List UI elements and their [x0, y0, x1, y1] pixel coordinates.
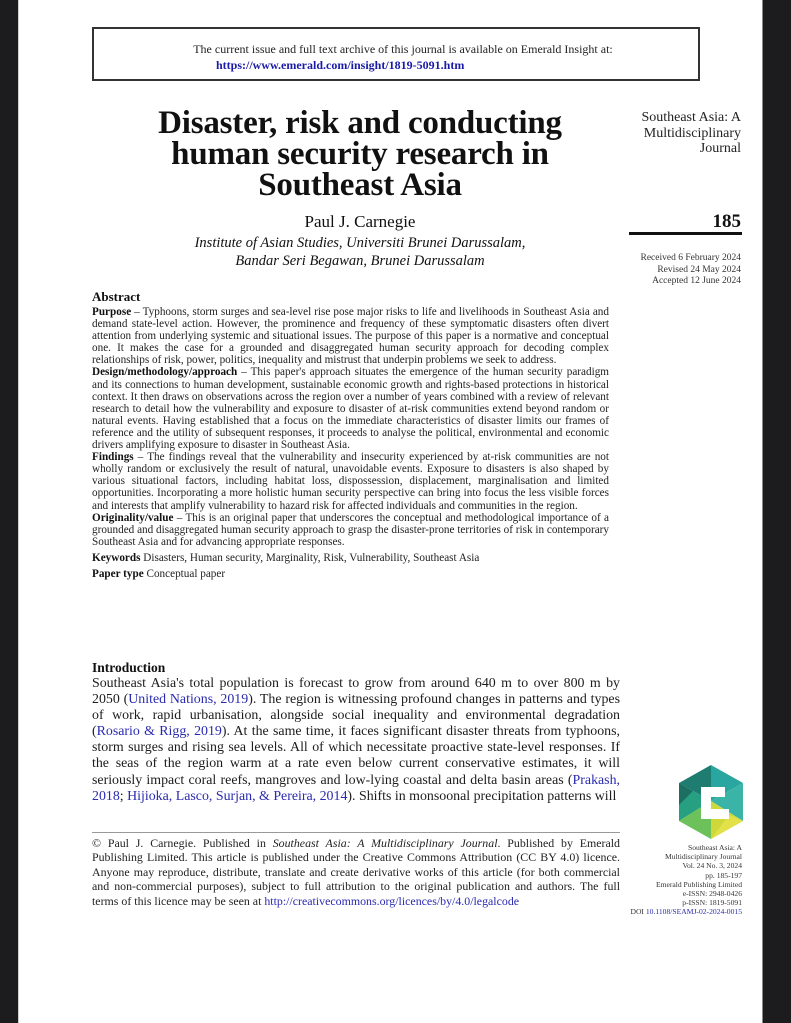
submission-dates — [612, 253, 741, 288]
doi-label: DOI — [630, 907, 646, 917]
introduction-section — [92, 660, 620, 805]
journal-line: Journal — [699, 141, 741, 156]
citation-link[interactable]: Hijioka, Lasco, Surjan, & Pereira, 2014 — [127, 788, 348, 804]
journal-name: Southeast Asia: A Multidisciplinary Journal — [272, 836, 498, 850]
issue-line: Vol. 24 No. 3, 2024 — [682, 861, 742, 871]
page-number-rule — [629, 232, 742, 235]
abstract-findings — [92, 451, 609, 511]
issue-line: Southeast Asia: A — [687, 843, 742, 852]
body-text: ; — [119, 788, 128, 804]
section-label: Design/methodology/approach — [92, 366, 238, 379]
introduction-heading: Introduction — [92, 660, 166, 675]
abstract-design — [92, 366, 609, 451]
journal-line: Southeast Asia: A — [641, 110, 741, 125]
paper-type-value: Conceptual paper — [143, 567, 226, 580]
notice-text: The current issue and full text archive of this journal is available on Emerald Insight at: — [193, 42, 613, 56]
body-text: ). The region is witnessing profound changes in patterns and types of work, rapid urbanisation, alongside social inequality and environmental degradation ( — [92, 692, 621, 740]
affiliation-line: Bandar Seri Begawan, Brunei Darussalam — [235, 253, 485, 269]
keywords-label: Keywords — [92, 551, 141, 564]
body-text: ). At the same time, it faces significant disaster threats from typhoons, storm surges and rising sea levels. All of which necessitate proactive state-level responses. If the seas of the region warm at a rate even below current conservative estimates, it will seriously impact coral reefs, mangroves and low-lying coastal and delta basin areas ( — [92, 724, 620, 788]
revised-date: Revised 24 May 2024 — [657, 264, 741, 275]
availability-notice — [92, 27, 700, 81]
citation-link[interactable]: United Nations, 2019 — [128, 692, 249, 708]
body-text: ). Shifts in monsoonal precipitation patterns will — [347, 788, 617, 804]
article-title — [120, 105, 600, 203]
section-label: Findings — [92, 451, 134, 464]
footnote-divider — [92, 832, 620, 833]
introduction-paragraph — [92, 676, 620, 805]
section-text: – Typhoons, storm surges and sea-level rise pose major risks to life and livelihoods in Southeast Asia and demand state-level action. However, the prominence and frequency of these symptomatic disasters often divert attention from underlying systemic and situational issues. The purpose of this paper is a normative and conceptual one. It makes the case for a grounded and disaggregated human security approach for decoding complex relationships of risk, power, politics, inequality and mistrust that underpin problems we seek to address. — [92, 306, 609, 367]
title-line: human security research in — [171, 136, 549, 172]
emerald-insight-link[interactable]: https://www.emerald.com/insight/1819-5091.htm — [216, 58, 465, 72]
received-date: Received 6 February 2024 — [640, 253, 741, 263]
accepted-date: Accepted 12 June 2024 — [652, 276, 741, 286]
abstract — [92, 289, 609, 580]
paper-type-label: Paper type — [92, 567, 144, 580]
viewer-background-left — [0, 0, 18, 1023]
author-affiliation — [120, 234, 600, 270]
title-line: Disaster, risk and conducting — [158, 105, 562, 141]
viewer-background-right — [764, 0, 791, 1023]
issue-line: e-ISSN: 2948-0426 — [682, 889, 742, 899]
section-text: – This is an original paper that underscores the conceptual and methodological importance of a grounded and disaggregated human security approach to grasp the disaster-prone territories of risk in contemporary Southeast Asia and for advancing appropriate responses. — [92, 511, 609, 548]
journal-name-margin — [615, 110, 741, 157]
issue-line: Emerald Publishing Limited — [655, 879, 742, 889]
section-label: Purpose — [92, 306, 132, 318]
body-text: Southeast Asia's total population is forecast to grow from around 640 m to over 800 m by 2050 ( — [92, 676, 620, 708]
license-url-link[interactable]: http://creativecommons.org/licences/by/4.0/legalcode — [264, 893, 520, 908]
affiliation-line: Institute of Asian Studies, Universiti Brunei Darussalam, — [194, 235, 526, 251]
issue-information — [612, 843, 742, 917]
title-line: Southeast Asia — [258, 167, 462, 203]
doi-link[interactable]: 10.1108/SEAMJ-02-2024-0015 — [645, 907, 742, 917]
page-number: 185 — [712, 211, 741, 232]
keywords-list: Disasters, Human security, Marginality, Risk, Vulnerability, Southeast Asia — [140, 551, 480, 564]
abstract-purpose — [92, 306, 609, 366]
citation-link[interactable]: Rosario & Rigg, 2019 — [96, 724, 222, 740]
abstract-heading: Abstract — [92, 289, 141, 304]
section-text: – This paper's approach situates the emergence of the human security paradigm and its connections to human development, sustainable economic growth and rights-based protections in historical context. It then draws on observations across the region over a number of years combined with a review of relevant research to detail how the vulnerability and exposure to disaster of at-risk communities extend beyond random or natural events. Having established that a focus on the immediate characteristics of disaster limits our frames of reference and the utility of subsequent responses, it proceeds to analyse the political, environmental and economic drivers amplifying exposure to disaster in Southeast Asia. — [92, 366, 609, 452]
license-statement — [92, 836, 620, 908]
issue-line: p-ISSN: 1819-5091 — [682, 898, 742, 908]
license-text: © Paul J. Carnegie. Published in — [92, 836, 273, 850]
author-name: Paul J. Carnegie — [304, 212, 416, 231]
keywords — [92, 552, 609, 564]
emerald-logo-icon — [679, 765, 743, 839]
paper-type — [92, 568, 609, 580]
abstract-originality — [92, 512, 609, 548]
license-text: . Published by Emerald Publishing Limited. This article is published under the Creative Commons Attribution (CC BY 4.0) licence. Anyone may reproduce, distribute, translate and create derivative works of this article (for both commercial and non-commercial purposes), subject to full attribution to the original publication and authors. The full terms of this licence may be seen at — [92, 836, 620, 908]
issue-line: Multidisciplinary Journal — [665, 852, 742, 862]
journal-line: Multidisciplinary — [643, 125, 741, 141]
citation-link[interactable]: Prakash, 2018 — [92, 772, 620, 804]
issue-line: pp. 185-197 — [705, 870, 742, 880]
section-label: Originality/value — [92, 511, 174, 524]
section-text: – The findings reveal that the vulnerability and insecurity experienced by at-risk communities are not wholly random or exclusively the result of natural, unavoidable events. Exposure to disasters is also shaped by various situational factors, including habitat loss, dispossession, displacement, marginalisation and limited opportunities. Incorporating a more holistic human security perspective can bring into focus the less visible forces and interests that amplify vulnerability to hazard risk for affected individuals and communities in the region. — [92, 451, 609, 512]
